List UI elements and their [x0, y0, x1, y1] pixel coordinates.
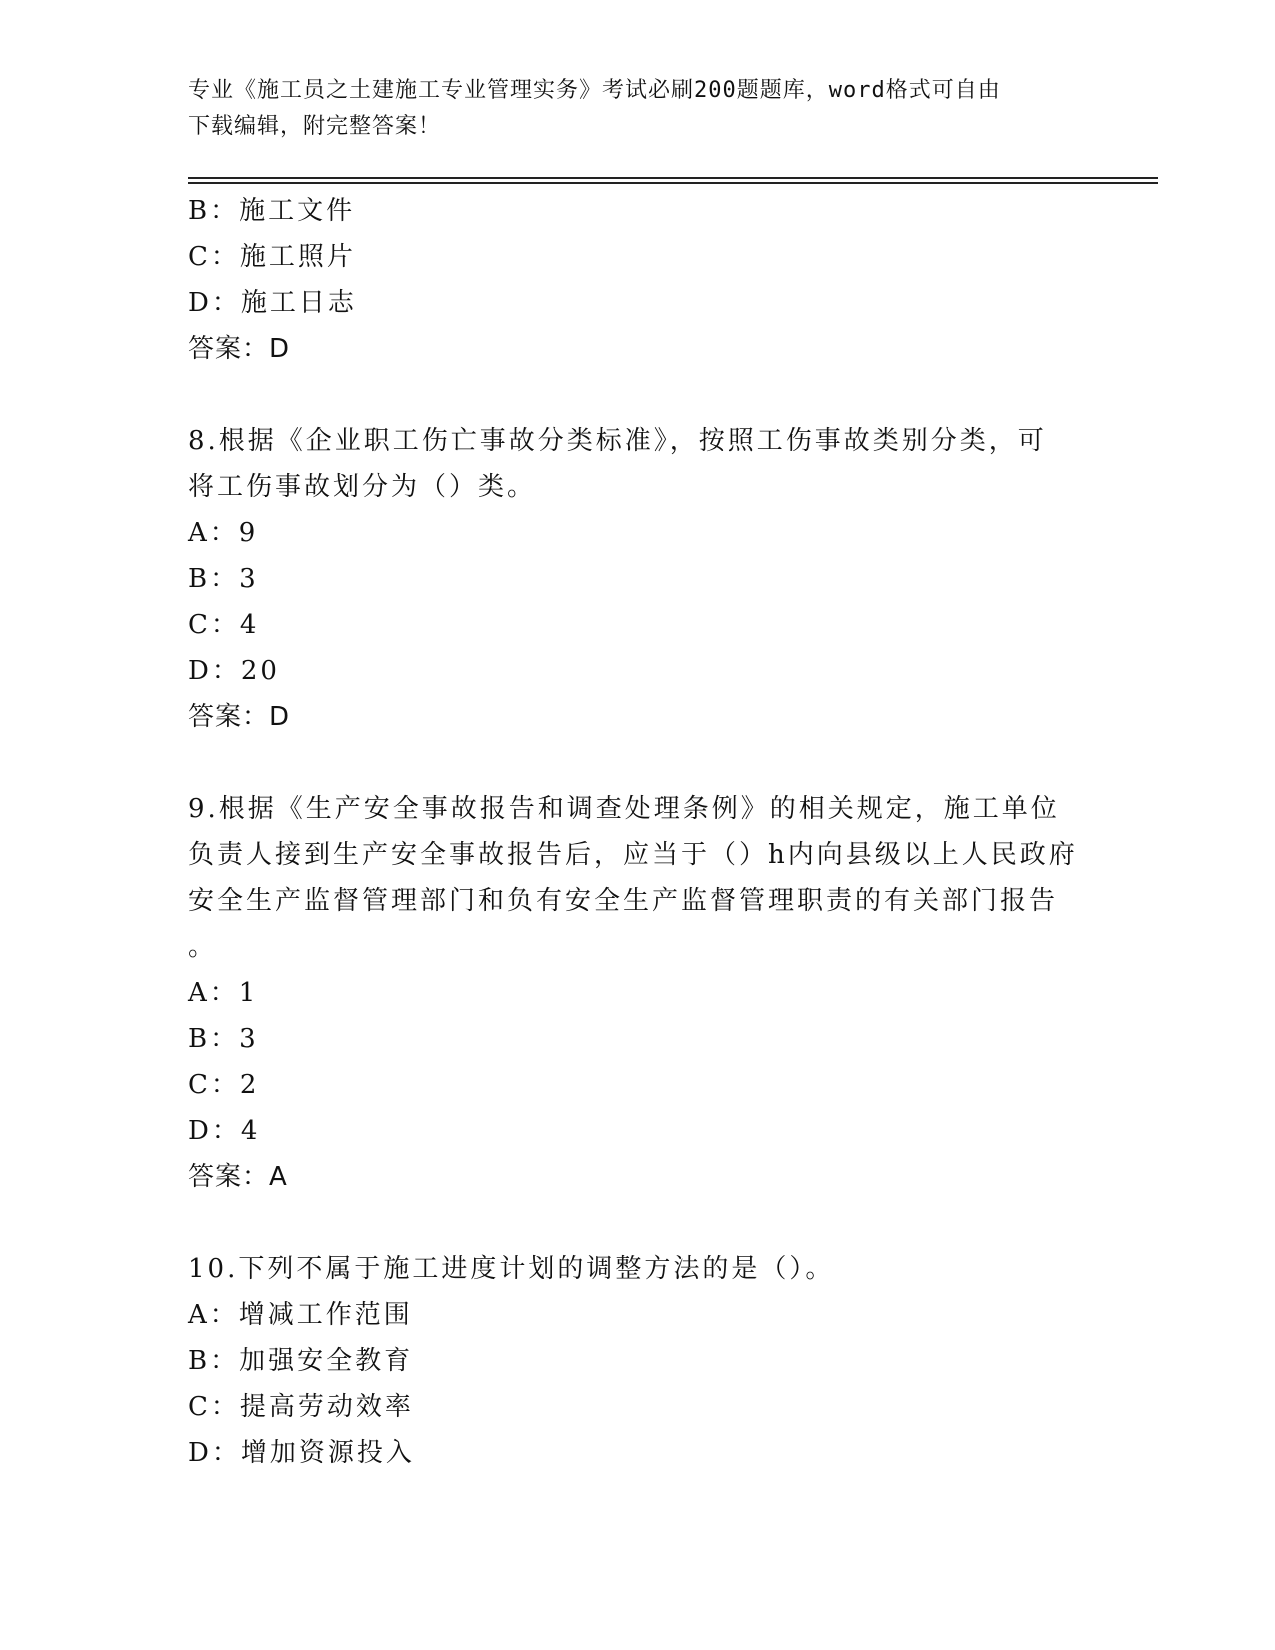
answer: 答案：D — [188, 702, 291, 732]
header-line-2: 下载编辑，附完整答案！ — [188, 114, 442, 139]
question-stem: 9.根据《生产安全事故报告和调查处理条例》的相关规定，施工单位 — [188, 794, 1060, 824]
option-d: D：4 — [188, 1116, 261, 1146]
answer: 答案：A — [188, 1162, 288, 1192]
option-a: A：9 — [188, 518, 259, 548]
question-stem: 10.下列不属于施工进度计划的调整方法的是（）。 — [188, 1254, 835, 1284]
question-stem: 8.根据《企业职工伤亡事故分类标准》，按照工伤事故类别分类，可 — [188, 426, 1047, 456]
spacer — [188, 372, 1088, 418]
option-b: B：加强安全教育 — [188, 1346, 414, 1376]
question-8 — [188, 418, 1088, 740]
option-d: D：增加资源投入 — [188, 1438, 415, 1468]
option-d: D：施工日志 — [188, 288, 357, 318]
header-divider-top — [188, 177, 1158, 179]
option-a: A：增减工作范围 — [188, 1300, 413, 1330]
option-a: A：1 — [188, 978, 259, 1008]
option-b: B：3 — [188, 564, 259, 594]
question-stem-cont: 。 — [188, 932, 218, 962]
header-divider-bottom — [188, 182, 1158, 184]
question-content — [188, 188, 1088, 1476]
spacer — [188, 1200, 1088, 1246]
option-c: C：2 — [188, 1070, 260, 1100]
option-d: D：20 — [188, 656, 280, 686]
answer: 答案：D — [188, 334, 291, 364]
document-header — [188, 73, 1088, 145]
question-stem-cont: 负责人接到生产安全事故报告后，应当于（）h内向县级以上人民政府 — [188, 840, 1078, 870]
question-7-continued — [188, 188, 1088, 372]
spacer — [188, 740, 1088, 786]
question-stem-cont: 安全生产监督管理部门和负有安全生产监督管理职责的有关部门报告 — [188, 886, 1059, 916]
option-b: B：3 — [188, 1024, 259, 1054]
option-c: C：4 — [188, 610, 260, 640]
question-10 — [188, 1246, 1088, 1476]
header-line-1: 专业《施工员之土建施工专业管理实务》考试必刷200题题库，word格式可自由 — [188, 78, 1001, 103]
option-c: C：施工照片 — [188, 242, 356, 272]
option-c: C：提高劳动效率 — [188, 1392, 414, 1422]
option-b: B：施工文件 — [188, 196, 356, 226]
question-stem-cont: 将工伤事故划分为（）类。 — [188, 472, 537, 502]
question-9 — [188, 786, 1088, 1200]
